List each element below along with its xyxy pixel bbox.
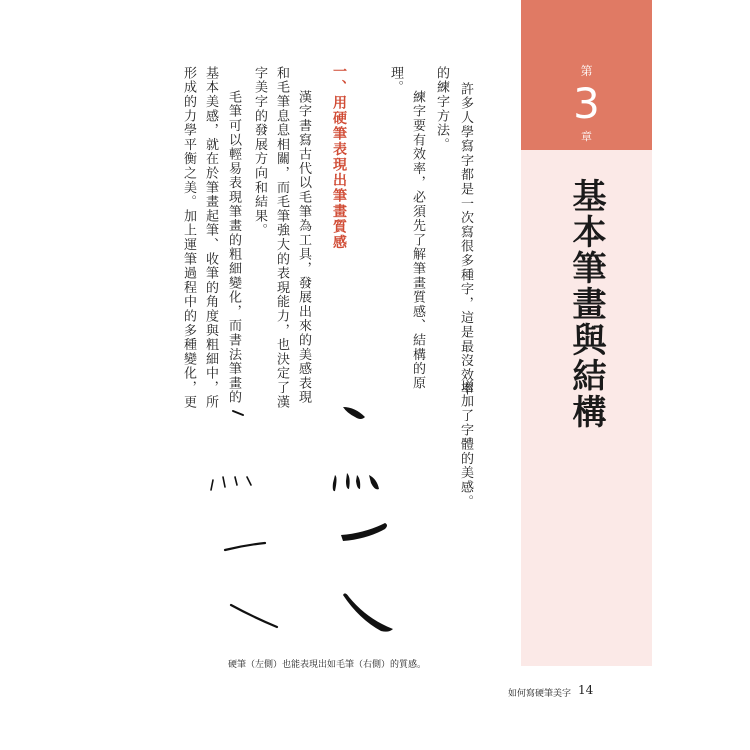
chapter-number: 3 xyxy=(573,79,600,128)
text-column-7: 字美字的發展方向和結果。 xyxy=(252,66,267,238)
text-column-10: 形成的力學平衡之美。加上運筆過程中的多種變化，更 xyxy=(181,66,196,410)
text-column-1b: 增加了字體的美感。 xyxy=(458,380,473,509)
pen-dot-stroke xyxy=(233,411,243,415)
text-column-4: 理。 xyxy=(388,66,403,95)
chapter-number-band xyxy=(521,0,652,150)
page-number: 14 xyxy=(578,683,594,697)
brush-strokes xyxy=(333,407,393,632)
chapter-title: 基本筆畫與結構 xyxy=(566,178,606,430)
hard-pen-strokes xyxy=(211,411,277,627)
chapter-prefix: 第 xyxy=(580,64,593,78)
footer-book-title: 如何寫硬筆美字 xyxy=(508,689,572,699)
chapter-panel xyxy=(521,0,652,666)
figure-caption: 硬筆（左側）也能表現出如毛筆（右側）的質感。 xyxy=(228,660,427,670)
text-column-1: 許多人學寫字都是一次寫很多種字，這是最沒效率 xyxy=(458,82,473,397)
brush-dot-stroke xyxy=(343,407,365,419)
text-column-8: 毛筆可以輕易表現筆畫的粗細變化，而書法筆畫的 xyxy=(226,90,241,405)
text-column-3: 練字要有效率，必須先了解筆畫質感、結構的原 xyxy=(410,90,425,391)
stroke-comparison-figure xyxy=(195,395,425,645)
brush-horizontal-stroke xyxy=(341,523,387,541)
text-column-5: 漢字書寫古代以毛筆為工具，發展出來的美感表現 xyxy=(296,90,311,405)
text-column-2: 的練字方法。 xyxy=(434,66,449,152)
pen-horizontal-stroke xyxy=(225,543,265,550)
brush-slant-stroke xyxy=(343,593,393,631)
text-column-9: 基本美感，就在於筆畫起筆、收筆的角度與粗細中，所 xyxy=(203,66,218,410)
section-heading: 一、用硬筆表現出筆畫質感 xyxy=(331,64,347,250)
text-column-6: 和毛筆息息相關，而毛筆強大的表現能力，也決定了漢 xyxy=(274,66,289,410)
pen-slant-stroke xyxy=(231,605,277,627)
chapter-suffix: 章 xyxy=(581,130,592,143)
pen-dots-group xyxy=(211,477,251,490)
brush-dots-group xyxy=(333,473,379,491)
